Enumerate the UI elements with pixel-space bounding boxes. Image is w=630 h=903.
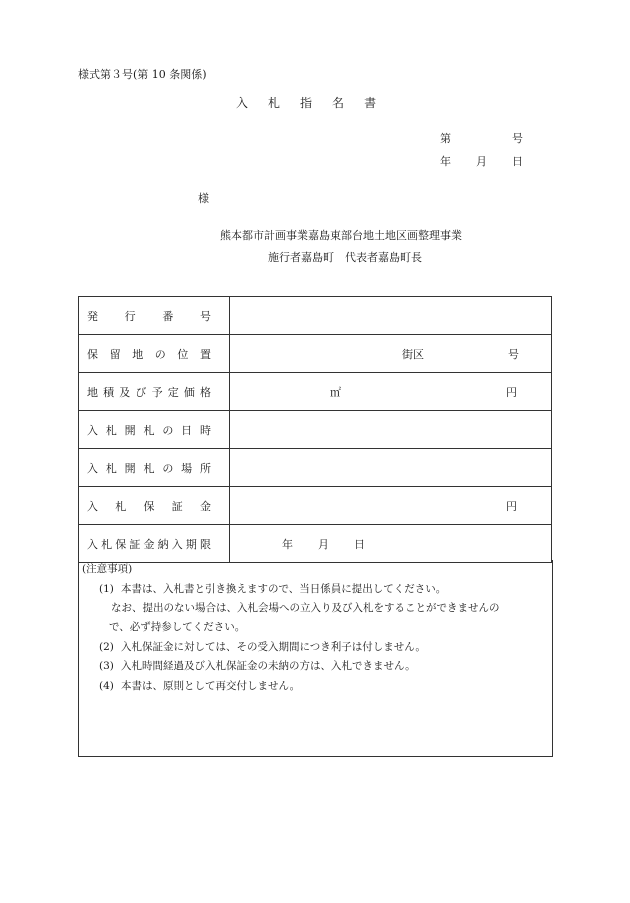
notes-box: [78, 560, 553, 757]
row-label-char: 証: [171, 499, 183, 513]
row-label-char: の: [154, 347, 166, 361]
row-label-char: 金: [143, 537, 155, 551]
table-row: [79, 411, 552, 449]
row-label-char: 積: [103, 385, 115, 399]
document-title: [236, 94, 396, 111]
deadline-month: 月: [318, 538, 329, 551]
deadline-year: 年: [282, 538, 293, 551]
block-unit: 街区: [402, 348, 424, 361]
row-label-char: 札: [101, 537, 113, 551]
note-text: 入札保証金に対しては、その受入期間につき利子は付しません。: [121, 641, 426, 653]
table-row: [79, 373, 552, 411]
row-label-char: 保: [115, 537, 127, 551]
title-char: 名: [332, 96, 365, 110]
number-suffix: 号: [512, 132, 523, 145]
row-label-char: 入: [171, 537, 183, 551]
nomination-table: [78, 296, 552, 563]
note-number: (2): [99, 641, 114, 653]
row-label: [79, 335, 230, 373]
row-label-char: 号: [199, 309, 211, 323]
row-label-char: 位: [177, 347, 189, 361]
note-text: なお、提出のない場合は、入札会場への立入り及び入札をすることができませんの: [111, 602, 500, 614]
row-label: [79, 297, 230, 335]
form-number: 様式第３号(第 10 条関係): [78, 68, 207, 81]
note-number: (4): [99, 680, 114, 692]
deadline-day: 日: [354, 538, 365, 551]
row-label: [79, 449, 230, 487]
row-label-char: 札: [143, 461, 155, 475]
note-text: で、必ず持参してください。: [109, 621, 246, 633]
row-label-char: 発: [87, 309, 98, 323]
row-label-char: 入: [87, 461, 98, 475]
row-label-char: 日: [181, 423, 193, 437]
row-label-char: 入: [87, 423, 98, 437]
date-year: 年: [440, 155, 451, 168]
addressee-suffix: 様: [198, 192, 209, 205]
row-label-char: 時: [199, 423, 211, 437]
row-label-char: 所: [199, 461, 211, 475]
row-label-char: の: [162, 423, 174, 437]
row-label-char: 行: [124, 309, 136, 323]
row-label: [79, 373, 230, 411]
row-label-char: 証: [129, 537, 141, 551]
row-label-char: 期: [185, 537, 197, 551]
area-unit: ㎡: [330, 386, 341, 399]
table-row: [79, 487, 552, 525]
table-row: [79, 297, 552, 335]
row-label-char: 保: [143, 499, 155, 513]
table-row: [79, 335, 552, 373]
date-month: 月: [476, 155, 487, 168]
number-prefix: 第: [440, 132, 451, 145]
row-value[interactable]: [230, 297, 552, 335]
title-char: 書: [364, 96, 397, 110]
row-label-char: 金: [200, 499, 211, 513]
note-item: [99, 638, 426, 658]
row-label-char: 保: [87, 347, 98, 361]
row-label-char: 納: [157, 537, 169, 551]
table-row: [79, 449, 552, 487]
row-label-char: の: [162, 461, 174, 475]
row-label-char: 札: [105, 461, 117, 475]
row-label-char: 入: [87, 499, 98, 513]
row-label-char: 番: [162, 309, 174, 323]
note-number: (1): [99, 583, 114, 595]
row-value[interactable]: [230, 335, 552, 373]
note-text: 本書は、原則として再交付しません。: [121, 680, 301, 692]
row-label: [79, 487, 230, 525]
row-label-char: 地: [132, 347, 144, 361]
title-char: 札: [268, 96, 301, 110]
row-label-char: 開: [124, 461, 136, 475]
row-label-char: 札: [143, 423, 155, 437]
row-label: [79, 411, 230, 449]
note-item: [99, 580, 446, 600]
row-label-char: 限: [200, 537, 211, 551]
title-char: 入: [236, 96, 269, 110]
note-item: [111, 599, 500, 619]
row-label-char: 開: [124, 423, 136, 437]
row-label: [79, 525, 230, 563]
row-value[interactable]: [230, 449, 552, 487]
note-item: [99, 677, 300, 697]
note-item: [99, 657, 416, 677]
row-label-char: 価: [183, 385, 195, 399]
row-value[interactable]: [230, 411, 552, 449]
row-label-char: 置: [199, 347, 211, 361]
row-label-char: 札: [115, 499, 127, 513]
row-value[interactable]: [230, 525, 552, 563]
title-char: 指: [300, 96, 333, 110]
date-day: 日: [512, 155, 523, 168]
table-row: [79, 525, 552, 563]
notes-heading: (注意事項): [82, 563, 133, 575]
issuer-executor: 施行者嘉島町 代表者嘉島町長: [268, 251, 422, 264]
row-label-char: 地: [87, 385, 98, 399]
yen-unit: 円: [506, 500, 517, 513]
row-label-char: 格: [199, 385, 211, 399]
row-label-char: 定: [167, 385, 179, 399]
note-text: 本書は、入札書と引き換えますので、当日係員に提出してください。: [121, 583, 447, 595]
row-label-char: 場: [181, 461, 193, 475]
issuer-project: 熊本都市計画事業嘉島東部台地土地区画整理事業: [220, 229, 462, 242]
row-value[interactable]: [230, 373, 552, 411]
row-value[interactable]: [230, 487, 552, 525]
row-label-char: 予: [151, 385, 163, 399]
row-label-char: 入: [87, 537, 98, 551]
row-label-char: 留: [109, 347, 121, 361]
yen-unit: 円: [506, 386, 517, 399]
note-item: [109, 618, 245, 638]
row-label-char: び: [135, 385, 147, 399]
row-label-char: 札: [105, 423, 117, 437]
number-unit: 号: [508, 348, 519, 361]
note-text: 入札時間経過及び入札保証金の未納の方は、入札できません。: [121, 660, 416, 672]
row-label-char: 及: [119, 385, 131, 399]
note-number: (3): [99, 660, 114, 672]
